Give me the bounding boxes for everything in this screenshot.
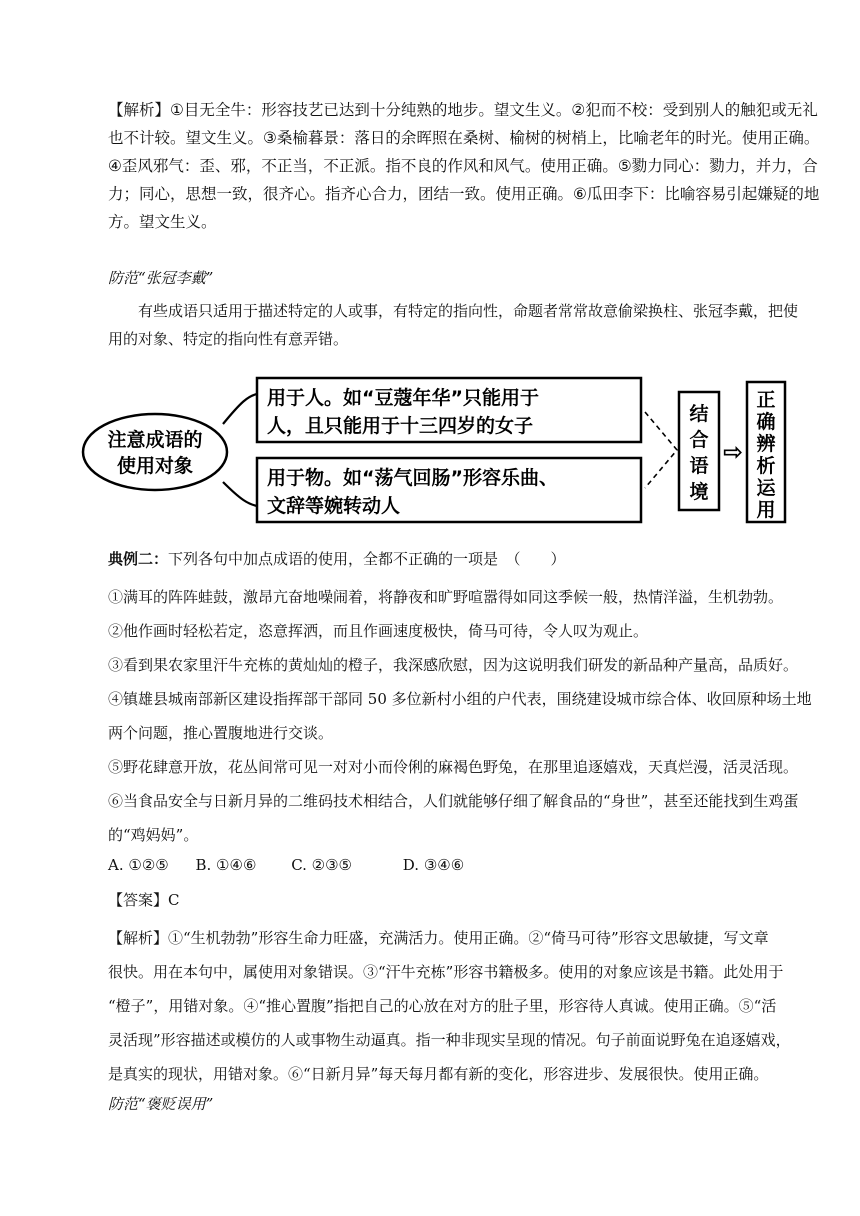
box-context-char: 境 [689,481,709,503]
idiom-usage-diagram [73,372,789,532]
box-people-line2: 人，且只能用于十三四岁的女子 [267,415,534,437]
analysis-line: 也不计较。望文生义。③桑榆暮景：落日的余晖照在桑树、榆树的树梢上，比喻老年的时光。使用正确。 [108,129,820,147]
analysis-line: 【解析】①目无全牛：形容技艺已达到十分纯熟的地步。望文生义。②犯而不校：受到别人的触犯或无礼 [108,101,818,119]
dashed-arrow-connector [645,412,677,488]
analysis-line: 灵活现”形容描述或模仿的人或事物生动逼真。指一种非现实呈现的情况。句子前面说野兔在追逐嬉戏， [108,1031,791,1049]
option-a: A. ①②⑤ [108,856,169,874]
right-arrow-icon: ⇨ [722,438,744,466]
analysis-line: ④歪风邪气：歪、邪，不正当，不正派。指不良的作风和风气。使用正确。⑤勠力同心：勠力，并力，合 [108,157,818,175]
example-item: ③看到果农家里汗牛充栋的黄灿灿的橙子，我深感欣慰，因为这说明我们研发的新品种产量高，品质好。 [108,656,799,674]
option-c: C. ②③⑤ [291,856,353,874]
box-context-char: 合 [689,429,709,451]
example-question [108,545,768,573]
analysis-line: 【解析】①“生机勃勃”形容生命力旺盛，充满活力。使用正确。②“倚马可待”形容文思敏捷，写文章 [108,929,769,947]
answer-line: 【答案】C [108,891,180,909]
box-correct-char: 析 [756,455,776,477]
example-label: 典例二： [108,550,169,568]
box-correct-char: 运 [756,477,776,499]
box-correct-char: 确 [756,411,776,433]
intro-line: 有些成语只适用于描述特定的人或事，有特定的指向性，命题者常常故意偷梁换柱、张冠李戴，把使 [138,302,799,320]
section-heading: 防范“张冠李戴” [108,269,214,287]
example-item: 两个问题，推心置腹地进行交谈。 [108,724,334,742]
analysis-line: 力；同心，思想一致，很齐心。指齐心合力，团结一致。使用正确。⑥瓜田李下：比喻容易引起嫌疑的地 [108,185,820,203]
analysis-paragraph-1 [108,96,820,236]
example-item: ②他作画时轻松若定，恣意挥洒，而且作画速度极快，倚马可待，令人叹为观止。 [108,622,649,640]
box-context-char: 结 [689,403,709,425]
box-context-char: 语 [689,455,709,477]
example-item: ⑥当食品安全与日新月异的二维码技术相结合，人们就能够仔细了解食品的“身世”，甚至还能找到生鸡蛋 [108,792,799,810]
analysis-line: 方。望文生义。 [108,213,217,231]
box-people-line1: 用于人。如“豆蔻年华”只能用于 [267,387,539,409]
analysis-paragraph-2 [108,921,791,1091]
box-correct-char: 正 [756,389,776,411]
brace-upper [223,394,257,424]
brace-lower [223,482,257,506]
analysis-line: 很快。用在本句中，属使用对象错误。③“汗牛充栋”形容书籍极多。使用的对象应该是书籍。此处用于 [108,963,784,981]
box-objects-line1: 用于物。如“荡气回肠”形容乐曲、 [267,467,558,489]
answer-options [108,851,768,879]
example-question-text: 下列各句中加点成语的使用，全都不正确的一项是 （ ） [168,550,566,568]
center-label-line1: 注意成语的 [107,429,203,451]
analysis-line: “橙子”，用错对象。④“推心置腹”指把自己的心放在对方的肚子里，形容待人真诚。使用正确。⑤“活 [108,997,777,1015]
box-correct-char: 用 [756,499,776,521]
option-b: B. ①④⑥ [195,856,257,874]
example-item: ①满耳的阵阵蛙鼓，激昂亢奋地噪闹着，将静夜和旷野喧嚣得如同这季候一般，热情洋溢，生机勃勃。 [108,588,784,606]
example-item: ④镇雄县城南部新区建设指挥部干部同 50 多位新村小组的户代表，围绕建设城市综合体、收回原种场土地 [108,690,812,708]
example-items [108,580,812,852]
intro-line: 用的对象、特定的指向性有意弄错。 [108,330,349,348]
intro-paragraph [108,297,799,353]
option-d: D. ③④⑥ [402,856,465,874]
box-correct-char: 辨 [756,433,776,455]
section-heading: 防范“褒贬误用” [108,1095,214,1113]
box-objects-line2: 文辞等婉转动人 [267,495,401,517]
center-label-line2: 使用对象 [116,455,194,477]
example-item: ⑤野花肆意开放，花丛间常可见一对对小而伶俐的麻褐色野兔，在那里追逐嬉戏，天真烂漫，活灵活现。 [108,758,799,776]
center-ellipse [83,414,227,490]
analysis-line: 是真实的现状，用错对象。⑥“日新月异”每天每月都有新的变化，形容进步、发展很快。使用正确。 [108,1065,769,1083]
example-item: 的“鸡妈妈”。 [108,826,199,844]
